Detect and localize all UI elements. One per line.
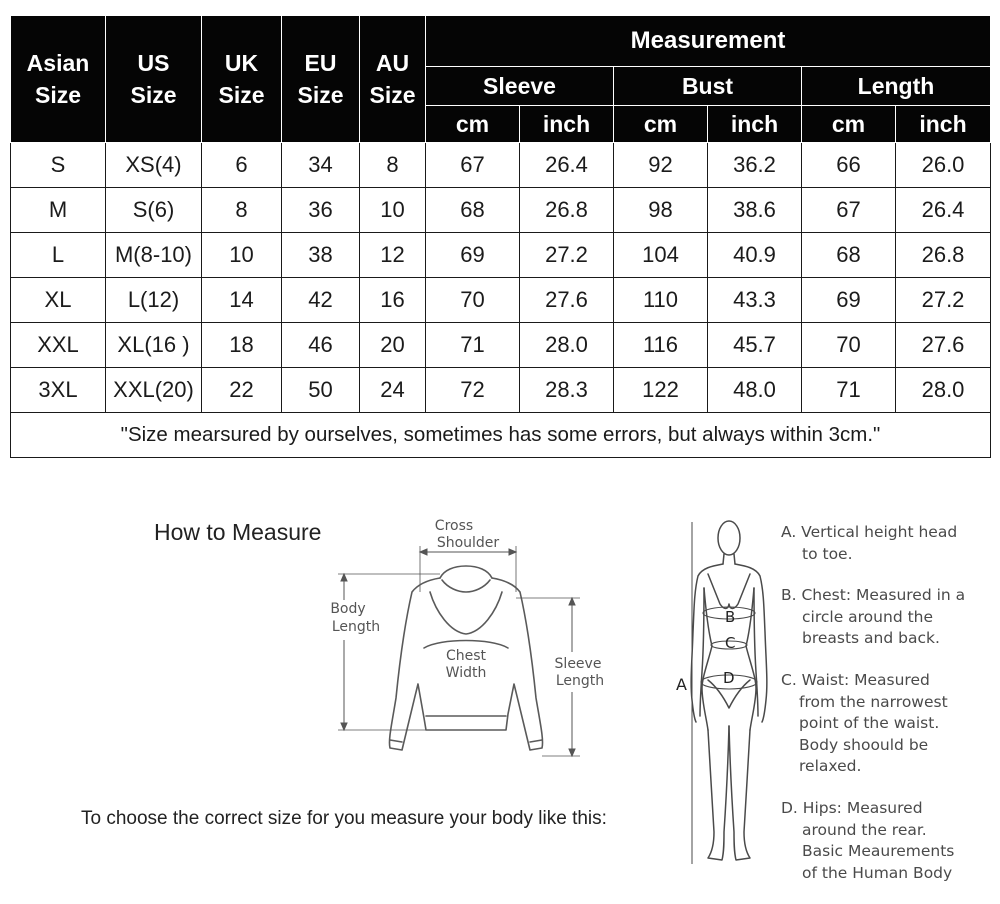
table-cell: 38 [282,233,360,278]
table-cell: 110 [614,278,708,323]
header-sleeve: Sleeve [426,67,614,106]
header-bust: Bust [614,67,802,106]
table-cell: 69 [802,278,896,323]
table-cell: 10 [360,188,426,233]
table-row [11,188,991,233]
table-cell: 48.0 [708,368,802,413]
header-length-inch: inch [896,106,991,143]
table-cell: 3XL [11,368,106,413]
table-cell: 14 [202,278,282,323]
header-bust-cm: cm [614,106,708,143]
note-c [781,670,991,778]
table-cell: S(6) [106,188,202,233]
table-cell: 36.2 [708,143,802,188]
table-cell: 18 [202,323,282,368]
header-length: Length [802,67,991,106]
choose-size-instruction: To choose the correct size for you measure your body like this: [81,808,607,829]
header-uk-size: UK Size [202,16,282,143]
note-d [781,798,991,884]
table-cell: 38.6 [708,188,802,233]
cross-shoulder-label-1: Cross [434,518,474,534]
table-cell: 45.7 [708,323,802,368]
table-cell: 24 [360,368,426,413]
cross-shoulder-label-2: Shoulder [436,535,500,551]
table-cell: XL [11,278,106,323]
note-line: B. Chest: Measured in a [781,586,966,605]
table-cell: 26.8 [896,233,991,278]
table-cell: 67 [802,188,896,233]
body-length-measure [338,574,440,730]
table-cell: 12 [360,233,426,278]
garment-measure-diagram [320,508,620,768]
table-cell: XXL(20) [106,368,202,413]
note-line: around the rear. [802,820,927,839]
measurement-notes [781,522,991,904]
table-cell: 26.4 [520,143,614,188]
note-line: to toe. [802,544,853,563]
table-cell: 72 [426,368,520,413]
label-c: C [725,634,736,652]
note-line: from the narrowest [799,692,948,711]
table-cell: 68 [802,233,896,278]
table-cell: 28.0 [520,323,614,368]
body-length-label-2: Length [331,619,381,635]
table-cell: 26.8 [520,188,614,233]
header-sleeve-cm: cm [426,106,520,143]
table-cell: XXL [11,323,106,368]
table-cell: 10 [202,233,282,278]
header-length-cm: cm [802,106,896,143]
note-line: relaxed. [799,757,862,776]
table-cell: 122 [614,368,708,413]
header-sleeve-inch: inch [520,106,614,143]
table-cell: 40.9 [708,233,802,278]
label-a: A [676,675,687,694]
label-b: B [725,608,736,626]
note-line: breasts and back. [802,629,940,648]
table-cell: S [11,143,106,188]
table-cell: 92 [614,143,708,188]
table-cell: 8 [202,188,282,233]
header-asian-size: Asian Size [11,16,106,143]
note-line: point of the waist. [799,714,940,733]
table-cell: 27.6 [520,278,614,323]
table-cell: 104 [614,233,708,278]
table-cell: L [11,233,106,278]
table-cell: 46 [282,323,360,368]
table-cell: 43.3 [708,278,802,323]
table-cell: 8 [360,143,426,188]
cross-shoulder-measure [420,546,516,592]
human-body-illustration [691,521,767,860]
table-note-row [11,413,991,458]
table-cell: 70 [802,323,896,368]
note-line: Body shoould be [799,735,929,754]
note-line: A. Vertical height head [781,523,958,541]
table-cell: 6 [202,143,282,188]
table-cell: 98 [614,188,708,233]
note-line: Basic Meaurements [802,842,955,861]
table-cell: M(8-10) [106,233,202,278]
note-line: C. Waist: Measured [781,670,930,689]
note-line: circle around the [802,607,934,626]
body-length-label-1: Body [330,601,366,617]
size-chart-table [10,15,991,458]
table-cell: XS(4) [106,143,202,188]
header-bust-inch: inch [708,106,802,143]
table-cell: 42 [282,278,360,323]
table-row [11,278,991,323]
table-cell: 22 [202,368,282,413]
sleeve-length-label-2: Length [555,673,605,689]
table-row [11,143,991,188]
table-cell: 67 [426,143,520,188]
table-cell: L(12) [106,278,202,323]
header-us-size: US Size [106,16,202,143]
size-table-body [11,143,991,458]
body-measure-diagram [668,512,778,872]
table-cell: 28.0 [896,368,991,413]
how-to-measure-title: How to Measure [154,519,322,545]
table-cell: 116 [614,323,708,368]
table-cell: 69 [426,233,520,278]
note-b [781,585,991,650]
note-line: of the Human Body [802,863,953,882]
table-cell: 66 [802,143,896,188]
table-cell: 27.6 [896,323,991,368]
table-cell: 27.2 [520,233,614,278]
table-cell: 16 [360,278,426,323]
table-row [11,233,991,278]
note-line: D. Hips: Measured [781,798,923,817]
table-cell: 27.2 [896,278,991,323]
table-row [11,368,991,413]
table-note: "Size mearsured by ourselves, sometimes has some errors, but always within 3cm." [11,413,991,458]
header-eu-size: EU Size [282,16,360,143]
table-cell: M [11,188,106,233]
chest-width-label-2: Width [445,665,487,681]
header-measurement: Measurement [426,16,991,67]
table-cell: 70 [426,278,520,323]
table-row [11,323,991,368]
table-cell: 68 [426,188,520,233]
table-cell: 50 [282,368,360,413]
label-d: D [723,669,735,687]
table-cell: XL(16 ) [106,323,202,368]
table-cell: 26.4 [896,188,991,233]
table-cell: 20 [360,323,426,368]
table-cell: 26.0 [896,143,991,188]
chest-width-label-1: Chest [445,648,487,664]
table-cell: 71 [426,323,520,368]
table-cell: 71 [802,368,896,413]
header-au-size: AU Size [360,16,426,143]
table-cell: 28.3 [520,368,614,413]
sleeve-length-label-1: Sleeve [554,656,602,672]
table-cell: 36 [282,188,360,233]
table-cell: 34 [282,143,360,188]
note-a [781,522,991,565]
